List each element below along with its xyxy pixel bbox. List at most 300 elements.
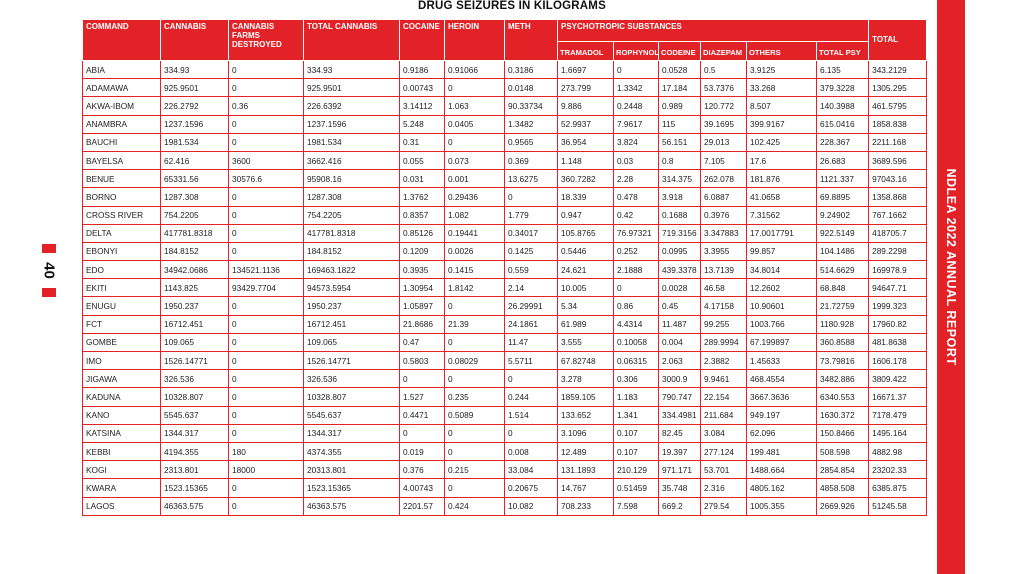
- cell-cannabis: 226.2792: [161, 97, 229, 115]
- cell-total-psy: 922.5149: [817, 224, 869, 242]
- page-title: DRUG SEIZURES IN KILOGRAMS: [418, 0, 606, 12]
- cell-others: 4805.162: [747, 479, 817, 497]
- cell-rophynol: 1.3342: [614, 79, 659, 97]
- table-row: [83, 279, 927, 297]
- cell-total-cannabis: 417781.8318: [304, 224, 400, 242]
- cell-diazepam: 53.701: [701, 461, 747, 479]
- cell-cannabis-farms: 0: [229, 370, 304, 388]
- cell-cannabis-farms: 30576.6: [229, 170, 304, 188]
- cell-codeine: 669.2: [659, 497, 701, 515]
- cell-total: 3689.596: [869, 151, 927, 169]
- table-row: [83, 97, 927, 115]
- cell-codeine: 115: [659, 115, 701, 133]
- cell-others: 10.90601: [747, 297, 817, 315]
- cell-cocaine: 1.527: [400, 388, 445, 406]
- cell-diazepam: 289.9994: [701, 333, 747, 351]
- table-row: [83, 388, 927, 406]
- cell-others: 1488.664: [747, 461, 817, 479]
- cell-cocaine: 0.9186: [400, 61, 445, 79]
- cell-meth: 0.1425: [505, 242, 558, 260]
- cell-rophynol: 0.10058: [614, 333, 659, 351]
- cell-codeine: 3.918: [659, 188, 701, 206]
- table-row: [83, 224, 927, 242]
- cell-heroin: 1.082: [445, 206, 505, 224]
- cell-rophynol: 1.341: [614, 406, 659, 424]
- cell-cocaine: 0.85126: [400, 224, 445, 242]
- cell-heroin: 0.215: [445, 461, 505, 479]
- cell-others: 62.096: [747, 424, 817, 442]
- cell-total: 418705.7: [869, 224, 927, 242]
- cell-others: 1.45633: [747, 352, 817, 370]
- cell-total-cannabis: 184.8152: [304, 242, 400, 260]
- cell-total-cannabis: 1287.308: [304, 188, 400, 206]
- cell-codeine: 0.0028: [659, 279, 701, 297]
- cell-others: 1005.355: [747, 497, 817, 515]
- cell-codeine: 719.3156: [659, 224, 701, 242]
- header-codeine: CODEINE: [659, 42, 701, 61]
- cell-cannabis-farms: 0: [229, 61, 304, 79]
- header-cannabis: CANNABIS: [161, 20, 229, 61]
- cell-cannabis: 184.8152: [161, 242, 229, 260]
- cell-cocaine: 0.019: [400, 442, 445, 460]
- cell-cannabis: 1523.15365: [161, 479, 229, 497]
- header-total: TOTAL: [869, 20, 927, 61]
- page-number-marker: [40, 244, 60, 299]
- cell-cannabis-farms: 18000: [229, 461, 304, 479]
- cell-total-psy: 228.367: [817, 133, 869, 151]
- cell-cannabis: 334.93: [161, 61, 229, 79]
- cell-total-psy: 6340.553: [817, 388, 869, 406]
- cell-diazepam: 0.3976: [701, 206, 747, 224]
- cell-others: 12.2602: [747, 279, 817, 297]
- cell-others: 33.268: [747, 79, 817, 97]
- table-row: [83, 115, 927, 133]
- cell-meth: 0.3186: [505, 61, 558, 79]
- cell-cannabis-farms: 0: [229, 79, 304, 97]
- cell-total-cannabis: 95908.16: [304, 170, 400, 188]
- cell-rophynol: 0.2448: [614, 97, 659, 115]
- cell-diazepam: 4.17158: [701, 297, 747, 315]
- cell-others: 102.425: [747, 133, 817, 151]
- cell-total-cannabis: 109.065: [304, 333, 400, 351]
- table-row: [83, 297, 927, 315]
- cell-tramadol: 52.9937: [558, 115, 614, 133]
- cell-tramadol: 360.7282: [558, 170, 614, 188]
- cell-meth: 90.33734: [505, 97, 558, 115]
- table-row: [83, 370, 927, 388]
- table-row: [83, 424, 927, 442]
- cell-total-psy: 6.135: [817, 61, 869, 79]
- cell-heroin: 0: [445, 442, 505, 460]
- cell-cocaine: 0.31: [400, 133, 445, 151]
- cell-cannabis-farms: 0: [229, 242, 304, 260]
- table-row: [83, 206, 927, 224]
- cell-meth: 0: [505, 188, 558, 206]
- cell-cocaine: 0.031: [400, 170, 445, 188]
- cell-total: 767.1662: [869, 206, 927, 224]
- cell-total-psy: 2669.926: [817, 497, 869, 515]
- cell-command: KEBBI: [83, 442, 161, 460]
- table-row: [83, 261, 927, 279]
- cell-total: 1606.178: [869, 352, 927, 370]
- cell-total-cannabis: 754.2205: [304, 206, 400, 224]
- cell-others: 34.8014: [747, 261, 817, 279]
- cell-cocaine: 0.1209: [400, 242, 445, 260]
- cell-total-cannabis: 326.536: [304, 370, 400, 388]
- cell-total-psy: 73.79816: [817, 352, 869, 370]
- table-row: [83, 352, 927, 370]
- cell-total-cannabis: 169463.1822: [304, 261, 400, 279]
- cell-others: 3.9125: [747, 61, 817, 79]
- cell-codeine: 19.397: [659, 442, 701, 460]
- cell-command: KWARA: [83, 479, 161, 497]
- cell-total-cannabis: 1237.1596: [304, 115, 400, 133]
- cell-heroin: 0.424: [445, 497, 505, 515]
- cell-tramadol: 1859.105: [558, 388, 614, 406]
- cell-others: 468.4554: [747, 370, 817, 388]
- cell-total: 343.2129: [869, 61, 927, 79]
- cell-rophynol: 2.28: [614, 170, 659, 188]
- cell-total-psy: 21.72759: [817, 297, 869, 315]
- cell-cocaine: 0.8357: [400, 206, 445, 224]
- cell-cannabis: 1344.317: [161, 424, 229, 442]
- cell-total-psy: 68.848: [817, 279, 869, 297]
- cell-codeine: 439.3378: [659, 261, 701, 279]
- cell-diazepam: 9.9461: [701, 370, 747, 388]
- cell-tramadol: 9.886: [558, 97, 614, 115]
- cell-meth: 24.1861: [505, 315, 558, 333]
- cell-heroin: 0.08029: [445, 352, 505, 370]
- cell-cannabis-farms: 0: [229, 497, 304, 515]
- cell-rophynol: 0.478: [614, 188, 659, 206]
- cell-heroin: 0: [445, 424, 505, 442]
- cell-heroin: 0.0026: [445, 242, 505, 260]
- cell-cannabis: 5545.637: [161, 406, 229, 424]
- cell-diazepam: 3.3955: [701, 242, 747, 260]
- cell-heroin: 21.39: [445, 315, 505, 333]
- cell-cocaine: 0: [400, 424, 445, 442]
- cell-total: 481.8638: [869, 333, 927, 351]
- header-tramadol: TRAMADOL: [558, 42, 614, 61]
- cell-total: 461.5795: [869, 97, 927, 115]
- cell-cannabis-farms: 3600: [229, 151, 304, 169]
- cell-total-psy: 508.598: [817, 442, 869, 460]
- cell-others: 67.199897: [747, 333, 817, 351]
- cell-cannabis-farms: 0: [229, 297, 304, 315]
- cell-diazepam: 277.124: [701, 442, 747, 460]
- cell-total: 2211.168: [869, 133, 927, 151]
- cell-total-cannabis: 4374.355: [304, 442, 400, 460]
- cell-command: JIGAWA: [83, 370, 161, 388]
- header-total-cannabis: TOTAL CANNABIS: [304, 20, 400, 61]
- cell-tramadol: 131.1893: [558, 461, 614, 479]
- cell-meth: 5.5711: [505, 352, 558, 370]
- cell-cannabis: 62.416: [161, 151, 229, 169]
- cell-total: 1305.295: [869, 79, 927, 97]
- cell-diazepam: 279.54: [701, 497, 747, 515]
- cell-command: KOGI: [83, 461, 161, 479]
- cell-rophynol: 0: [614, 61, 659, 79]
- table-row: [83, 61, 927, 79]
- cell-codeine: 56.151: [659, 133, 701, 151]
- cell-meth: 0.559: [505, 261, 558, 279]
- cell-meth: 1.514: [505, 406, 558, 424]
- cell-total-cannabis: 20313.801: [304, 461, 400, 479]
- cell-meth: 0.9565: [505, 133, 558, 151]
- cell-total-psy: 3482.886: [817, 370, 869, 388]
- cell-heroin: 0: [445, 133, 505, 151]
- cell-command: CROSS RIVER: [83, 206, 161, 224]
- cell-total: 4882.98: [869, 442, 927, 460]
- cell-tramadol: 24.621: [558, 261, 614, 279]
- cell-meth: 0.008: [505, 442, 558, 460]
- cell-heroin: 1.8142: [445, 279, 505, 297]
- table-row: [83, 151, 927, 169]
- cell-rophynol: 7.598: [614, 497, 659, 515]
- cell-cannabis: 4194.355: [161, 442, 229, 460]
- cell-others: 17.0017791: [747, 224, 817, 242]
- cell-cannabis-farms: 93429.7704: [229, 279, 304, 297]
- cell-total-cannabis: 16712.451: [304, 315, 400, 333]
- cell-cannabis-farms: 134521.1136: [229, 261, 304, 279]
- cell-tramadol: 1.148: [558, 151, 614, 169]
- cell-cannabis-farms: 0: [229, 188, 304, 206]
- cell-command: FCT: [83, 315, 161, 333]
- cell-tramadol: 3.1096: [558, 424, 614, 442]
- cell-codeine: 0.989: [659, 97, 701, 115]
- cell-codeine: 35.748: [659, 479, 701, 497]
- cell-cocaine: 0.4471: [400, 406, 445, 424]
- cell-codeine: 0.0528: [659, 61, 701, 79]
- cell-meth: 1.3482: [505, 115, 558, 133]
- cell-total: 17960.82: [869, 315, 927, 333]
- cell-cannabis-farms: 0: [229, 424, 304, 442]
- cell-cannabis-farms: 0: [229, 224, 304, 242]
- cell-diazepam: 262.078: [701, 170, 747, 188]
- side-banner-label: NDLEA 2022 ANNUAL REPORT: [944, 168, 958, 366]
- cell-diazepam: 99.255: [701, 315, 747, 333]
- cell-heroin: 0.235: [445, 388, 505, 406]
- cell-tramadol: 18.339: [558, 188, 614, 206]
- cell-meth: 0.244: [505, 388, 558, 406]
- cell-diazepam: 120.772: [701, 97, 747, 115]
- cell-command: EDO: [83, 261, 161, 279]
- cell-cocaine: 0.376: [400, 461, 445, 479]
- table-row: [83, 133, 927, 151]
- cell-diazepam: 3.084: [701, 424, 747, 442]
- page-marker-bar-bottom: [42, 288, 56, 297]
- cell-rophynol: 0.51459: [614, 479, 659, 497]
- cell-total-psy: 379.3228: [817, 79, 869, 97]
- cell-total-psy: 9.24902: [817, 206, 869, 224]
- cell-total-psy: 1630.372: [817, 406, 869, 424]
- cell-diazepam: 39.1695: [701, 115, 747, 133]
- cell-cannabis: 1143.825: [161, 279, 229, 297]
- header-heroin: HEROIN: [445, 20, 505, 61]
- cell-cocaine: 1.30954: [400, 279, 445, 297]
- cell-total-cannabis: 46363.575: [304, 497, 400, 515]
- cell-cocaine: 0.3935: [400, 261, 445, 279]
- header-cannabis-farms: CANNABIS FARMS DESTROYED: [229, 20, 304, 61]
- cell-total: 6385.875: [869, 479, 927, 497]
- cell-codeine: 3000.9: [659, 370, 701, 388]
- drug-seizures-table: [82, 19, 927, 516]
- cell-codeine: 790.747: [659, 388, 701, 406]
- cell-tramadol: 14.767: [558, 479, 614, 497]
- cell-codeine: 0.45: [659, 297, 701, 315]
- page-number: 40: [40, 262, 58, 279]
- cell-cocaine: 1.05897: [400, 297, 445, 315]
- cell-cannabis: 109.065: [161, 333, 229, 351]
- cell-codeine: 2.063: [659, 352, 701, 370]
- cell-rophynol: 76.97321: [614, 224, 659, 242]
- cell-cannabis: 34942.0686: [161, 261, 229, 279]
- cell-meth: 0.0148: [505, 79, 558, 97]
- cell-total: 23202.33: [869, 461, 927, 479]
- cell-cannabis: 1981.534: [161, 133, 229, 151]
- cell-command: EBONYI: [83, 242, 161, 260]
- cell-others: 181.876: [747, 170, 817, 188]
- cell-diazepam: 46.58: [701, 279, 747, 297]
- cell-cocaine: 4.00743: [400, 479, 445, 497]
- cell-total-cannabis: 1981.534: [304, 133, 400, 151]
- cell-rophynol: 0.107: [614, 442, 659, 460]
- cell-others: 399.9167: [747, 115, 817, 133]
- cell-cannabis: 925.9501: [161, 79, 229, 97]
- cell-heroin: 0: [445, 333, 505, 351]
- cell-meth: 26.29991: [505, 297, 558, 315]
- header-diazepam: DIAZEPAM: [701, 42, 747, 61]
- cell-cannabis: 16712.451: [161, 315, 229, 333]
- cell-diazepam: 211.684: [701, 406, 747, 424]
- cell-command: LAGOS: [83, 497, 161, 515]
- cell-rophynol: 2.1888: [614, 261, 659, 279]
- cell-total: 7178.479: [869, 406, 927, 424]
- cell-cannabis-farms: 0: [229, 479, 304, 497]
- cell-total-cannabis: 1344.317: [304, 424, 400, 442]
- cell-cannabis-farms: 0: [229, 406, 304, 424]
- cell-cannabis: 1950.237: [161, 297, 229, 315]
- cell-cannabis-farms: 0: [229, 352, 304, 370]
- cell-cannabis: 10328.807: [161, 388, 229, 406]
- cell-command: ADAMAWA: [83, 79, 161, 97]
- cell-command: IMO: [83, 352, 161, 370]
- cell-diazepam: 2.3882: [701, 352, 747, 370]
- cell-diazepam: 13.7139: [701, 261, 747, 279]
- cell-diazepam: 29.013: [701, 133, 747, 151]
- cell-others: 7.31562: [747, 206, 817, 224]
- cell-total-cannabis: 94573.5954: [304, 279, 400, 297]
- cell-total: 3809.422: [869, 370, 927, 388]
- cell-meth: 0: [505, 424, 558, 442]
- cell-codeine: 17.184: [659, 79, 701, 97]
- cell-rophynol: 4.4314: [614, 315, 659, 333]
- cell-total: 16671.37: [869, 388, 927, 406]
- cell-cannabis: 326.536: [161, 370, 229, 388]
- side-banner-label-wrap: [937, 0, 965, 574]
- cell-total-cannabis: 3662.416: [304, 151, 400, 169]
- header-total-psy: TOTAL PSY: [817, 42, 869, 61]
- table-row: [83, 406, 927, 424]
- cell-total-psy: 514.6629: [817, 261, 869, 279]
- cell-command: ABIA: [83, 61, 161, 79]
- cell-command: KADUNA: [83, 388, 161, 406]
- cell-codeine: 11.487: [659, 315, 701, 333]
- cell-tramadol: 273.799: [558, 79, 614, 97]
- cell-tramadol: 0.5446: [558, 242, 614, 260]
- cell-cannabis-farms: 0: [229, 315, 304, 333]
- cell-heroin: 0: [445, 297, 505, 315]
- cell-total-cannabis: 925.9501: [304, 79, 400, 97]
- table-row: [83, 497, 927, 515]
- cell-meth: 0.34017: [505, 224, 558, 242]
- cell-meth: 10.082: [505, 497, 558, 515]
- cell-total-psy: 150.8466: [817, 424, 869, 442]
- cell-heroin: 0.91066: [445, 61, 505, 79]
- cell-cocaine: 0.47: [400, 333, 445, 351]
- cell-others: 99.857: [747, 242, 817, 260]
- cell-heroin: 0: [445, 370, 505, 388]
- cell-meth: 0.369: [505, 151, 558, 169]
- cell-meth: 0.20675: [505, 479, 558, 497]
- cell-rophynol: 0.03: [614, 151, 659, 169]
- cell-cannabis: 754.2205: [161, 206, 229, 224]
- cell-total: 289.2298: [869, 242, 927, 260]
- cell-diazepam: 7.105: [701, 151, 747, 169]
- cell-total-cannabis: 1950.237: [304, 297, 400, 315]
- cell-tramadol: 67.82748: [558, 352, 614, 370]
- cell-command: AKWA-IBOM: [83, 97, 161, 115]
- cell-rophynol: 0.107: [614, 424, 659, 442]
- cell-tramadol: 3.555: [558, 333, 614, 351]
- cell-tramadol: 5.34: [558, 297, 614, 315]
- cell-rophynol: 210.129: [614, 461, 659, 479]
- cell-heroin: 0.073: [445, 151, 505, 169]
- cell-others: 17.6: [747, 151, 817, 169]
- cell-cannabis-farms: 0: [229, 388, 304, 406]
- cell-total: 1495.164: [869, 424, 927, 442]
- cell-total-psy: 4858.508: [817, 479, 869, 497]
- header-command: COMMAND: [83, 20, 161, 61]
- cell-rophynol: 1.183: [614, 388, 659, 406]
- cell-cannabis-farms: 0: [229, 133, 304, 151]
- cell-codeine: 334.4981: [659, 406, 701, 424]
- cell-diazepam: 0.5: [701, 61, 747, 79]
- cell-cannabis: 1287.308: [161, 188, 229, 206]
- cell-tramadol: 133.652: [558, 406, 614, 424]
- cell-cocaine: 21.8686: [400, 315, 445, 333]
- cell-others: 3667.3636: [747, 388, 817, 406]
- cell-total-psy: 140.3988: [817, 97, 869, 115]
- cell-cannabis: 417781.8318: [161, 224, 229, 242]
- cell-diazepam: 3.347883: [701, 224, 747, 242]
- page-marker-bar-top: [42, 244, 56, 253]
- table-row: [83, 242, 927, 260]
- cell-total: 97043.16: [869, 170, 927, 188]
- cell-tramadol: 36.954: [558, 133, 614, 151]
- table-row: [83, 188, 927, 206]
- cell-total-cannabis: 10328.807: [304, 388, 400, 406]
- cell-diazepam: 6.0887: [701, 188, 747, 206]
- cell-total-psy: 104.1486: [817, 242, 869, 260]
- table-body: [83, 61, 927, 516]
- cell-cannabis-farms: 180: [229, 442, 304, 460]
- cell-tramadol: 10.005: [558, 279, 614, 297]
- cell-cocaine: 0.5803: [400, 352, 445, 370]
- cell-tramadol: 0.947: [558, 206, 614, 224]
- cell-meth: 11.47: [505, 333, 558, 351]
- cell-codeine: 82.45: [659, 424, 701, 442]
